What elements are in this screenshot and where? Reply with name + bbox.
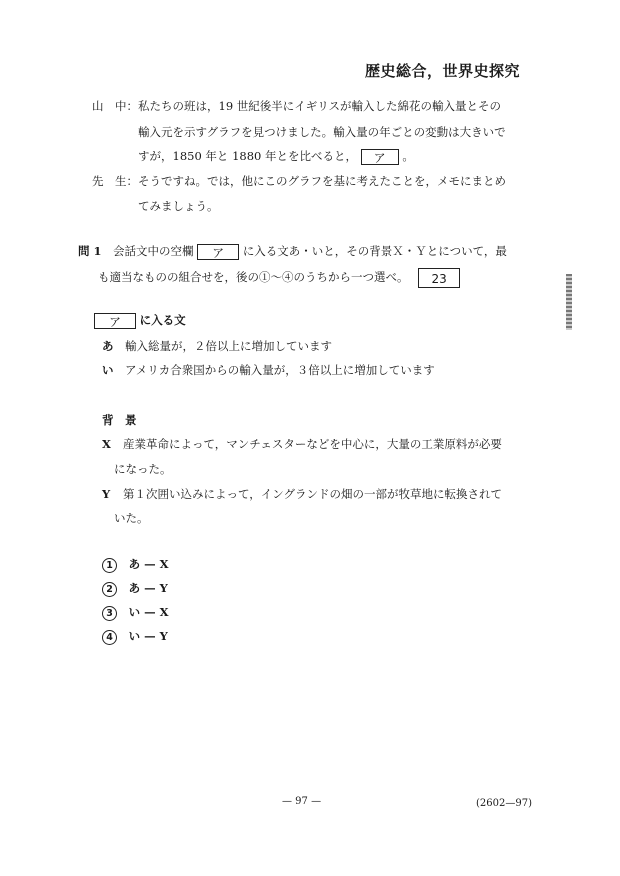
- statement-mark: あ: [102, 339, 114, 353]
- choice-text: い — X: [128, 605, 169, 619]
- dialogue-punct: 。: [402, 149, 414, 163]
- choice-number: 4: [102, 630, 117, 645]
- choice-number: 3: [102, 606, 117, 621]
- dialogue-line: 輸入元を示すグラフを見つけました。輸入量の年ごとの変動は大きいで: [138, 125, 506, 139]
- speaker-yamanaka: 山 中：: [92, 99, 138, 113]
- margin-index-mark: [566, 274, 572, 330]
- dialogue-line: 私たちの班は，19 世紀後半にイギリスが輸入した綿花の輸入量とその: [138, 99, 502, 113]
- question-text: に入る文あ・いと，その背景Ｘ・Ｙとについて，最: [242, 244, 507, 258]
- dialogue-line: すが，1850 年と 1880 年とを比べると，: [138, 149, 357, 163]
- statements-header-label: に入る文: [139, 313, 186, 327]
- dialogue-line: そうですね。では，他にこのグラフを基に考えたことを，メモにまとめ: [138, 174, 506, 188]
- blank-box-a: ア: [361, 149, 399, 165]
- background-line: 産業革命によって，マンチェスターなどを中心に，大量の工業原料が必要: [123, 437, 502, 451]
- background-line: いた。: [114, 511, 149, 525]
- statement-text: 輸入総量が，２倍以上に増加しています: [125, 339, 332, 353]
- page-header-title: 歴史総合，世界史探究: [364, 62, 520, 80]
- question-text: 会話文中の空欄: [113, 244, 194, 258]
- page-code: (2602—97): [476, 798, 532, 809]
- question-number: 問 1: [78, 244, 102, 258]
- blank-box-a: ア: [197, 244, 239, 260]
- choice-number: 2: [102, 582, 117, 597]
- background-line: 第１次囲い込みによって，イングランドの畑の一部が牧草地に転換されて: [123, 487, 503, 501]
- speaker-sensei: 先 生：: [92, 174, 138, 188]
- choice-4: [102, 628, 168, 645]
- background-mark-y: Y: [102, 487, 111, 501]
- blank-box-a: ア: [94, 313, 136, 329]
- choice-text: い — Y: [128, 629, 168, 643]
- choice-text: あ — X: [128, 557, 169, 571]
- background-title: 背 景: [102, 413, 137, 427]
- dialogue-line: てみましょう。: [138, 199, 219, 213]
- statements-header: [94, 312, 186, 329]
- background-line: になった。: [114, 462, 172, 476]
- choice-2: [102, 580, 168, 597]
- answer-number-box: 23: [418, 268, 460, 288]
- dialogue-line-with-blank: [138, 148, 414, 165]
- choice-3: [102, 604, 169, 621]
- page-number: — 97 —: [282, 796, 322, 807]
- question-line-2: [98, 268, 460, 288]
- choice-1: [102, 556, 169, 573]
- question-text: も適当なものの組合せを，後の①～④のうちから一つ選べ。: [98, 270, 409, 284]
- choice-number: 1: [102, 558, 117, 573]
- choice-text: あ — Y: [128, 581, 168, 595]
- question-line-1: [113, 243, 507, 260]
- statement-text: アメリカ合衆国からの輸入量が，３倍以上に増加しています: [125, 363, 435, 377]
- background-mark-x: X: [102, 437, 111, 451]
- statement-mark: い: [102, 363, 114, 377]
